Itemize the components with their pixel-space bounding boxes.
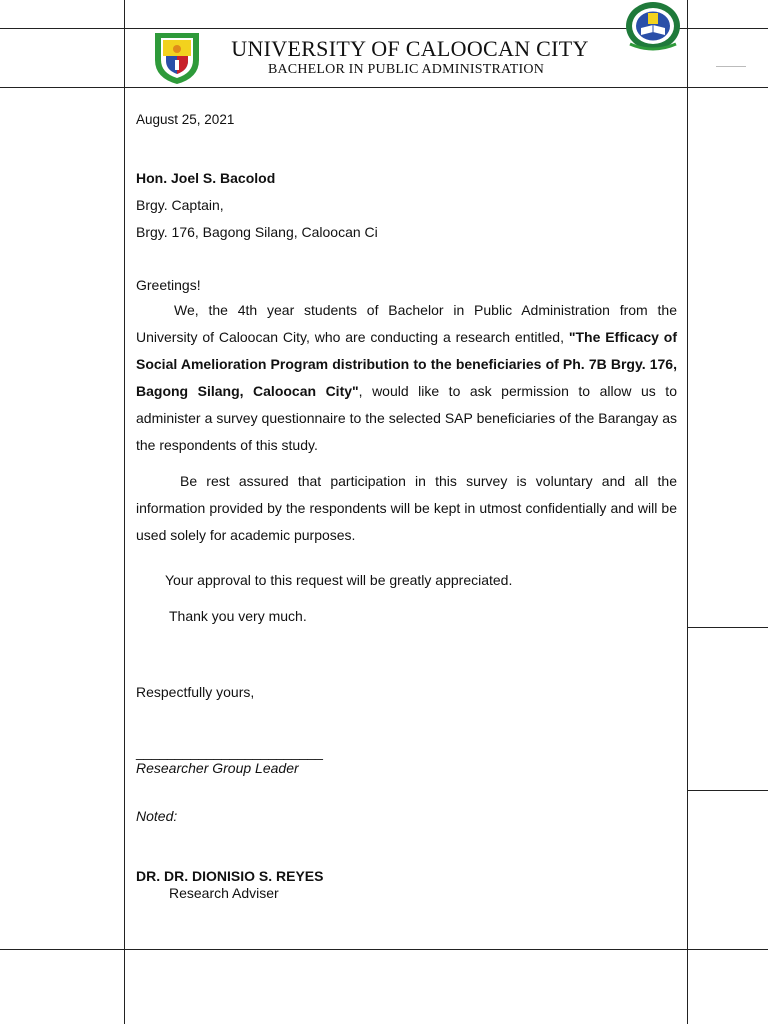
adviser-name: DR. DR. DIONISIO S. REYES [136,868,324,884]
thanks-line: Thank you very much. [169,608,307,624]
request-paragraph-start: We, the 4th year students of Bachelor in Public Administration from the University of Caloocan City, who are conducting a research entitled, [136,302,677,345]
recipient-name: Hon. Joel S. Bacolod [136,170,276,186]
grid-line-right-1 [687,627,768,628]
department-seal-logo [624,0,682,52]
grid-line-header-bottom [0,87,768,88]
request-paragraph [136,297,677,459]
confidentiality-paragraph [136,468,677,549]
confidentiality-text: Be rest assured that participation in this survey is voluntary and all the information provided by the respondents will be kept in utmost confidentially and will be used solely for academic purposes. [136,473,677,543]
grid-line-right-2 [687,790,768,791]
noted-label: Noted: [136,808,178,824]
signature-line: ________________________ [136,744,323,760]
request-paragraph-end: , would like to ask permission to allow us to administer a survey questionnaire to the selected SAP beneficiaries of the Barangay as the respondents of this study. [136,383,677,453]
grid-line-right [687,0,688,1024]
closing: Respectfully yours, [136,684,255,700]
grid-line-left [124,0,125,1024]
university-name: UNIVERSITY OF CALOOCAN CITY [231,36,589,61]
signer-role: Researcher Group Leader [136,760,299,776]
greeting: Greetings! [136,277,201,293]
grid-mark [716,66,746,67]
recipient-address: Brgy. 176, Bagong Silang, Caloocan Ci [136,224,378,240]
department-name: BACHELOR IN PUBLIC ADMINISTRATION [267,62,545,77]
letter-date: August 25, 2021 [136,112,235,127]
grid-line-bottom [0,949,768,950]
research-title: "The Efficacy of Social Amelioration Program distribution to the beneficiaries of Ph. 7B Brgy. 176, Bagong Silang, Caloocan City" [136,329,677,399]
recipient-title: Brgy. Captain, [136,197,224,213]
approval-line: Your approval to this request will be greatly appreciated. [165,572,513,588]
adviser-role: Research Adviser [169,885,279,901]
university-shield-logo [152,30,202,86]
